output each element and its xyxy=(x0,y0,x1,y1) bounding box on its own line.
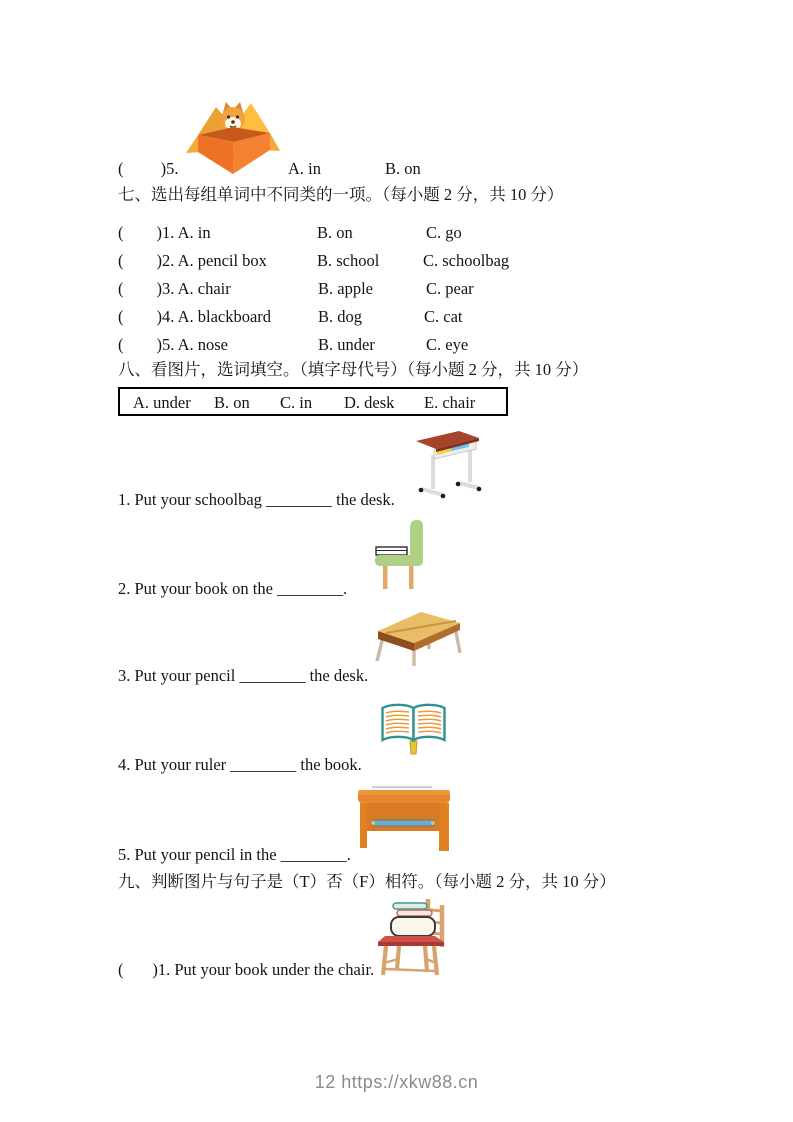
section8-sentence-3: 3. Put your pencil ________ the desk. xyxy=(118,666,369,685)
s7-3-lead: ( )3. A. chair xyxy=(118,279,231,298)
question5-option-a: A. in xyxy=(288,159,321,178)
s7-3-b: B. apple xyxy=(318,279,373,298)
s7-2-b: B. school xyxy=(317,251,380,270)
page-footer: 12 https://xkw88.cn xyxy=(314,1072,479,1092)
s7-4-b: B. dog xyxy=(318,307,363,326)
question5-row xyxy=(118,158,678,180)
orange-desk-illustration xyxy=(358,786,450,857)
s7-2-lead: ( )2. A. pencil box xyxy=(118,251,267,270)
wooden-table-illustration xyxy=(370,609,463,672)
section8-title: 八、看图片，选词填空。（填字母代号）（每小题 2 分，共 10 分） xyxy=(118,360,589,379)
s7-5-b: B. under xyxy=(318,335,375,354)
school-desk-illustration xyxy=(412,428,482,507)
section8-sentence-2: 2. Put your book on the ________. xyxy=(118,579,348,598)
section9-title: 九、判断图片与句子是（T）否（F）相符。（每小题 2 分，共 10 分） xyxy=(118,872,616,891)
question5-bracket: ( )5. xyxy=(118,159,179,178)
school-desk-icon xyxy=(412,428,482,502)
section7-item-3 xyxy=(118,278,678,300)
section7-item-4 xyxy=(118,306,678,328)
word-bank-e: E. chair xyxy=(424,393,476,412)
word-bank-box xyxy=(118,387,508,416)
s7-1-c: C. go xyxy=(426,223,462,242)
s7-4-lead: ( )4. A. blackboard xyxy=(118,307,272,326)
green-chair-icon xyxy=(373,516,427,590)
s7-5-lead: ( )5. A. nose xyxy=(118,335,228,354)
chair-with-books-icon xyxy=(377,897,447,977)
green-chair-illustration xyxy=(373,516,427,595)
s7-1-b: B. on xyxy=(317,223,353,242)
section7-item-2 xyxy=(118,250,678,272)
s7-4-c: C. cat xyxy=(424,307,463,326)
chair-with-books-illustration xyxy=(377,897,447,982)
orange-desk-icon xyxy=(358,786,450,852)
section7-title: 七、选出每组单词中不同类的一项。（每小题 2 分，共 10 分） xyxy=(118,185,564,204)
wooden-table-icon xyxy=(370,609,463,667)
open-book-icon xyxy=(380,702,447,755)
word-bank-c: C. in xyxy=(280,393,313,412)
section9-item-1: ( )1. Put your book under the chair. xyxy=(118,960,375,979)
section7-item-5 xyxy=(118,334,678,356)
section8-sentence-5: 5. Put your pencil in the ________. xyxy=(118,845,351,864)
section7-item-1 xyxy=(118,222,678,244)
question5-option-b: B. on xyxy=(385,159,421,178)
s7-1-lead: ( )1. A. in xyxy=(118,223,211,242)
word-bank-b: B. on xyxy=(214,393,250,412)
section8-sentence-4: 4. Put your ruler ________ the book. xyxy=(118,755,362,774)
open-book-illustration xyxy=(380,702,447,760)
s7-5-c: C. eye xyxy=(426,335,469,354)
s7-3-c: C. pear xyxy=(426,279,474,298)
section8-sentence-1: 1. Put your schoolbag ________ the desk. xyxy=(118,490,395,509)
s7-2-c: C. schoolbag xyxy=(423,251,510,270)
word-bank-d: D. desk xyxy=(344,393,395,412)
word-bank-a: A. under xyxy=(133,393,191,412)
